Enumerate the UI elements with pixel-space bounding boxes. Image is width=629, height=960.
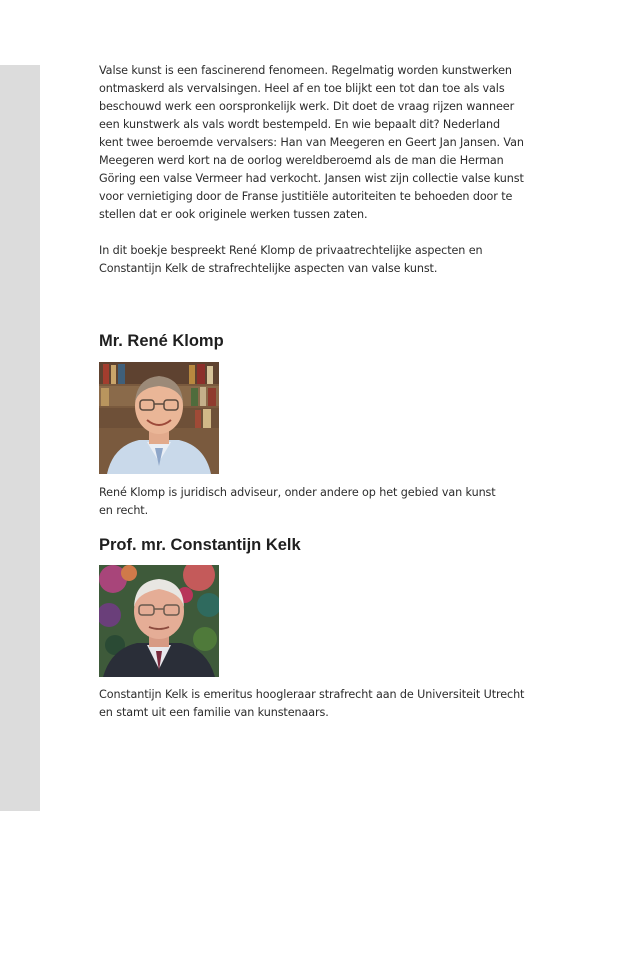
author-photo-kelk — [99, 565, 219, 677]
author-name-kelk: Prof. mr. Constantijn Kelk — [99, 536, 301, 554]
author-name-klomp: Mr. René Klomp — [99, 332, 224, 350]
author-photo-klomp — [99, 362, 219, 474]
author-bio-kelk: Constantijn Kelk is emeritus hoogleraar strafrecht aan de Universiteit Utrecht en stamt uit een familie van kunstenaars. — [99, 688, 525, 719]
side-bar — [0, 65, 40, 811]
author-bio-klomp: René Klomp is juridisch adviseur, onder andere op het gebied van kunst en recht. — [99, 486, 496, 517]
intro-paragraph-1: Valse kunst is een fascinerend fenomeen. Regelmatig worden kunstwerken ontmaskerd als vervalsingen. Heel af en toe blijkt een tot dan toe als vals beschouwd werk een oorspronkelijk werk. Dit doet de vraag rijzen wanneer een kunstwerk als vals wordt bestempeld. En wie bepaalt dit? Nederland kent twee beroemde vervalsers: Han van Meegeren en Geert Jan Jansen. Van Meegeren werd kort na de oorlog wereldberoemd als de man die Herman Göring een valse Vermeer had verkocht. Jansen wist zijn collectie valse kunst voor vernietiging door de Franse justitiële autoriteiten te behoeden door te stellen dat er ook originele werken tussen zaten. — [99, 64, 524, 221]
intro-text — [99, 62, 559, 278]
intro-paragraph-2: In dit boekje bespreekt René Klomp de privaatrechtelijke aspecten en Constantijn Kelk de strafrechtelijke aspecten van valse kunst. — [99, 244, 483, 275]
